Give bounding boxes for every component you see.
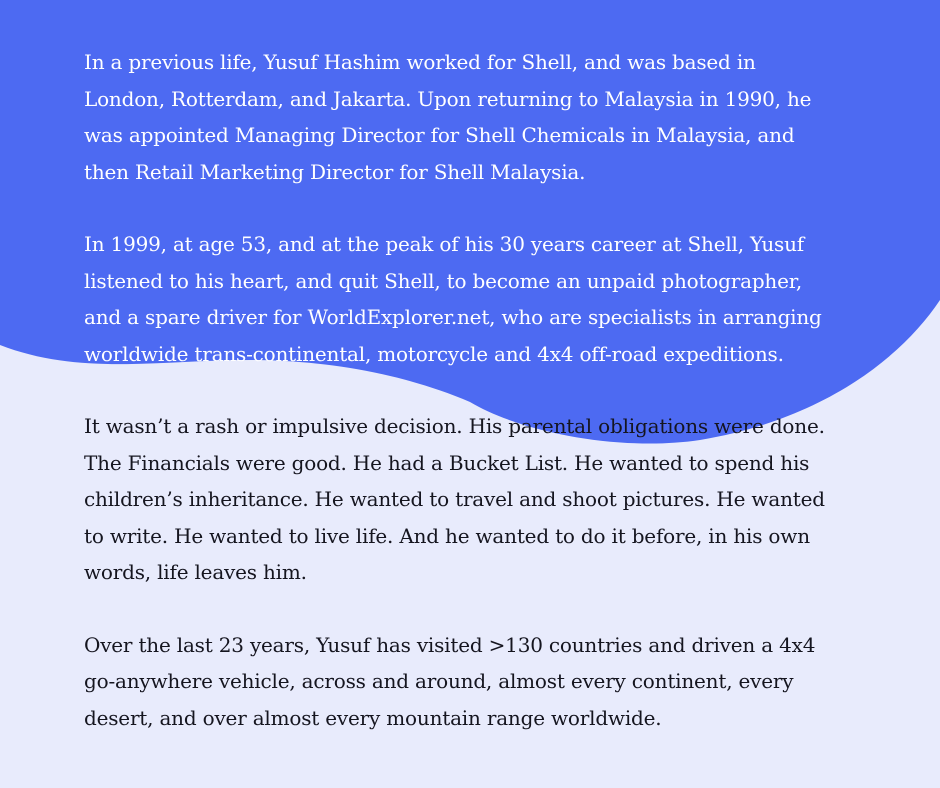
paragraph-career-shell: In a previous life, Yusuf Hashim worked for Shell, and was based in London, Rotterdam, and Jakarta. Upon returning to Malaysia in 1990, he was appointed Managing Director for Shell Chemicals in Malaysia, and then Retail Marketing Director for Shell Malaysia.	[84, 50, 812, 184]
paragraph-travels: Over the last 23 years, Yusuf has visited >130 countries and driven a 4x4 go-anywhere vehicle, across and around, almost every continent, every desert, and over almost every mountain range worldwide.	[84, 632, 816, 730]
paragraph-decision: It wasn’t a rash or impulsive decision. His parental obligations were done. The Financials were good. He had a Bucket List. He wanted to spend his children’s inheritance. He wanted to travel and shoot pictures. He wanted to write. He wanted to live life. And he wanted to do it before, in his own words, life leaves him.	[84, 414, 825, 584]
article-body	[84, 44, 874, 736]
paragraph-quit-shell: In 1999, at age 53, and at the peak of his 30 years career at Shell, Yusuf listened to his heart, and quit Shell, to become an unpaid photographer, and a spare driver for WorldExplorer.net, who are specialists in arranging worldwide trans-continental, motorcycle and 4x4 off-road expeditions.	[84, 232, 822, 366]
